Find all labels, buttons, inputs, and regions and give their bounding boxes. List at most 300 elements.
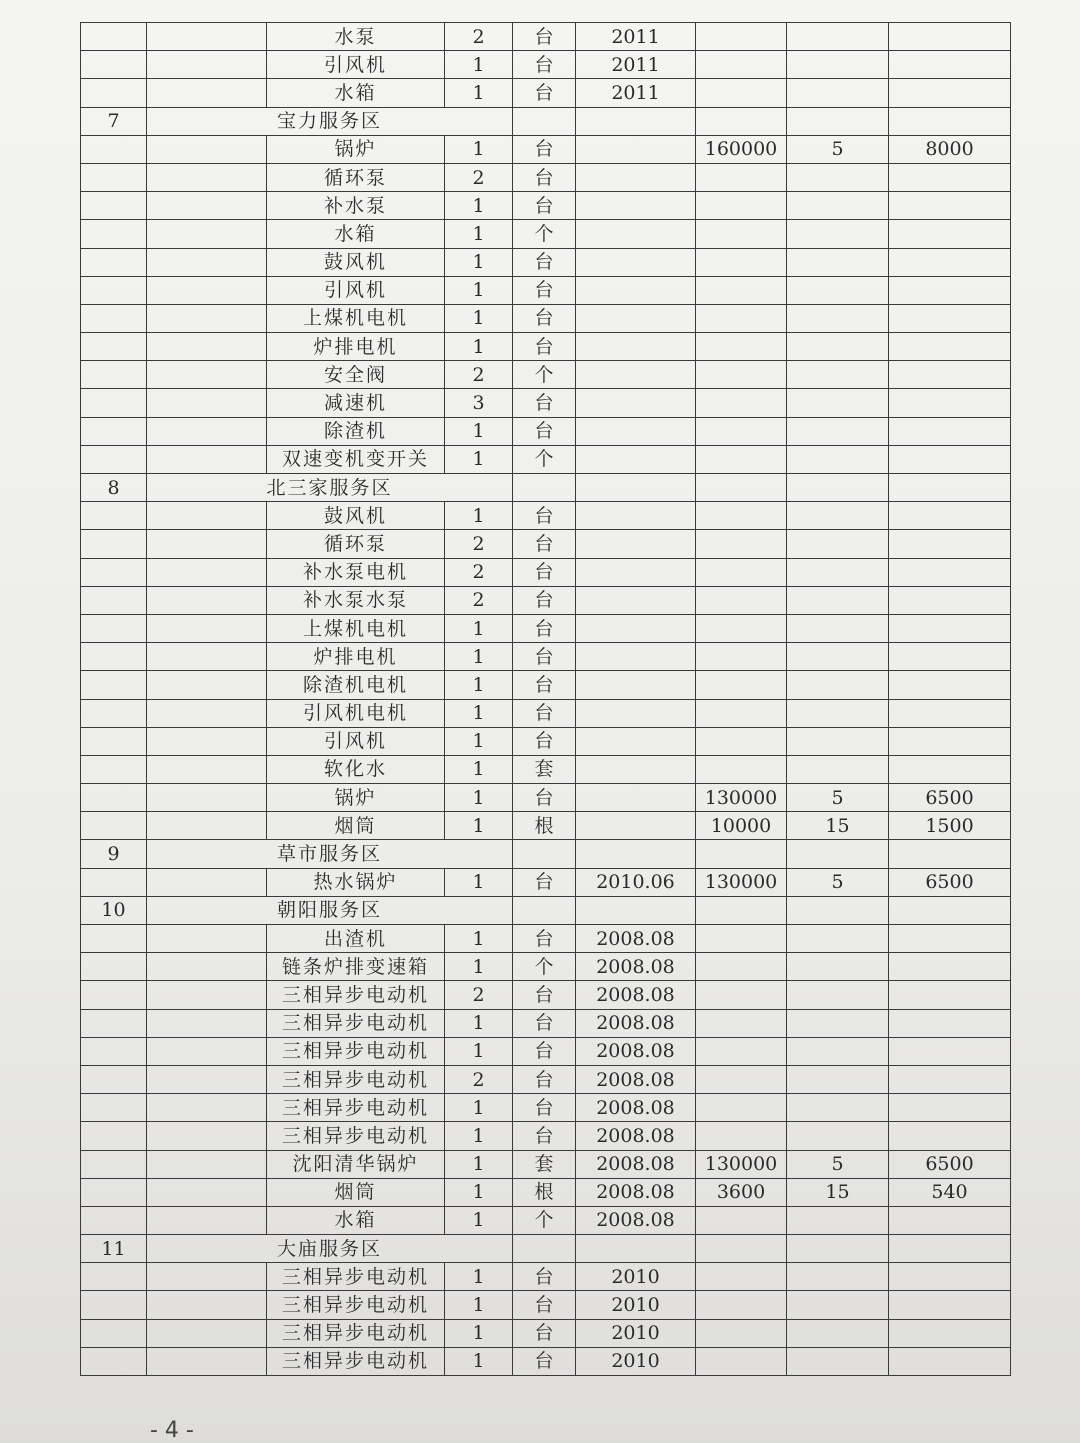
cell-unit: 台 — [513, 51, 576, 79]
cell-area — [147, 1150, 267, 1178]
table-row — [81, 389, 1011, 417]
table-row — [81, 248, 1011, 276]
cell-area — [147, 981, 267, 1009]
cell-area — [147, 925, 267, 953]
cell-date: 2008.08 — [576, 981, 696, 1009]
cell-no — [81, 784, 147, 812]
cell-area — [147, 1206, 267, 1234]
cell-area — [147, 1037, 267, 1065]
cell-v3: 8000 — [889, 135, 1011, 163]
cell-v3 — [889, 23, 1011, 51]
cell-unit: 台 — [513, 1094, 576, 1122]
cell-item: 烟筒 — [267, 812, 445, 840]
cell-v3 — [889, 192, 1011, 220]
cell-date — [576, 304, 696, 332]
cell-unit: 台 — [513, 586, 576, 614]
cell-date — [576, 192, 696, 220]
cell-qty: 1 — [445, 925, 513, 953]
cell-v1 — [696, 586, 787, 614]
cell-date — [576, 840, 696, 868]
cell-v1 — [696, 1235, 787, 1263]
table-row — [81, 953, 1011, 981]
cell-v3 — [889, 1094, 1011, 1122]
cell-no — [81, 981, 147, 1009]
cell-no — [81, 163, 147, 191]
cell-unit: 根 — [513, 812, 576, 840]
table-row — [81, 1263, 1011, 1291]
cell-v2 — [787, 1206, 889, 1234]
cell-date — [576, 107, 696, 135]
cell-v2 — [787, 1235, 889, 1263]
cell-qty: 1 — [445, 1178, 513, 1206]
cell-v2 — [787, 333, 889, 361]
cell-no — [81, 1065, 147, 1093]
cell-unit: 台 — [513, 530, 576, 558]
cell-area — [147, 361, 267, 389]
cell-item: 引风机 — [267, 51, 445, 79]
cell-v1 — [696, 1206, 787, 1234]
table-row — [81, 1319, 1011, 1347]
cell-area — [147, 1263, 267, 1291]
cell-area — [147, 1065, 267, 1093]
table-row — [81, 755, 1011, 783]
table-row — [81, 1094, 1011, 1122]
cell-qty: 1 — [445, 502, 513, 530]
cell-date: 2011 — [576, 79, 696, 107]
cell-date — [576, 502, 696, 530]
cell-v3 — [889, 614, 1011, 642]
table-row — [81, 558, 1011, 586]
cell-no — [81, 614, 147, 642]
cell-v1: 10000 — [696, 812, 787, 840]
cell-item: 除渣机 — [267, 417, 445, 445]
cell-qty: 1 — [445, 333, 513, 361]
cell-date: 2008.08 — [576, 1094, 696, 1122]
cell-v1 — [696, 1291, 787, 1319]
cell-v1 — [696, 79, 787, 107]
cell-no — [81, 248, 147, 276]
cell-v2 — [787, 276, 889, 304]
service-area-name: 朝阳服务区 — [147, 896, 513, 924]
cell-unit — [513, 1235, 576, 1263]
cell-area — [147, 614, 267, 642]
cell-v3 — [889, 361, 1011, 389]
cell-unit: 台 — [513, 333, 576, 361]
cell-v1: 130000 — [696, 1150, 787, 1178]
table-row — [81, 614, 1011, 642]
cell-qty: 1 — [445, 755, 513, 783]
cell-v1 — [696, 727, 787, 755]
cell-qty: 2 — [445, 586, 513, 614]
cell-no — [81, 727, 147, 755]
cell-v1 — [696, 699, 787, 727]
cell-no — [81, 699, 147, 727]
cell-v2 — [787, 1094, 889, 1122]
cell-v1 — [696, 502, 787, 530]
cell-v2 — [787, 502, 889, 530]
table-row — [81, 502, 1011, 530]
cell-no — [81, 1291, 147, 1319]
table-row — [81, 586, 1011, 614]
table-row — [81, 1206, 1011, 1234]
cell-v3 — [889, 304, 1011, 332]
cell-item: 热水锅炉 — [267, 868, 445, 896]
cell-qty: 1 — [445, 614, 513, 642]
section-number: 9 — [81, 840, 147, 868]
cell-qty: 1 — [445, 671, 513, 699]
section-header-row — [81, 896, 1011, 924]
cell-no — [81, 1206, 147, 1234]
cell-area — [147, 1178, 267, 1206]
cell-unit: 个 — [513, 361, 576, 389]
cell-v3 — [889, 417, 1011, 445]
cell-unit: 台 — [513, 643, 576, 671]
cell-date: 2010 — [576, 1347, 696, 1375]
cell-v2 — [787, 220, 889, 248]
cell-v1 — [696, 276, 787, 304]
cell-unit: 台 — [513, 1122, 576, 1150]
cell-area — [147, 1009, 267, 1037]
table-row — [81, 643, 1011, 671]
cell-v3 — [889, 333, 1011, 361]
cell-item: 软化水 — [267, 755, 445, 783]
cell-v2 — [787, 1291, 889, 1319]
cell-area — [147, 163, 267, 191]
cell-v1 — [696, 23, 787, 51]
cell-v2 — [787, 361, 889, 389]
cell-qty: 2 — [445, 23, 513, 51]
cell-no — [81, 1037, 147, 1065]
cell-item: 水泵 — [267, 23, 445, 51]
table-row — [81, 925, 1011, 953]
cell-v1 — [696, 896, 787, 924]
cell-v1 — [696, 417, 787, 445]
cell-date — [576, 389, 696, 417]
cell-date: 2011 — [576, 51, 696, 79]
cell-date — [576, 445, 696, 473]
cell-qty: 2 — [445, 361, 513, 389]
cell-qty: 1 — [445, 192, 513, 220]
cell-v2 — [787, 79, 889, 107]
cell-date: 2008.08 — [576, 1150, 696, 1178]
cell-item: 减速机 — [267, 389, 445, 417]
cell-unit: 个 — [513, 445, 576, 473]
table-row — [81, 1178, 1011, 1206]
cell-no — [81, 671, 147, 699]
cell-item: 三相异步电动机 — [267, 1094, 445, 1122]
cell-item: 三相异步电动机 — [267, 1009, 445, 1037]
cell-qty: 1 — [445, 1291, 513, 1319]
equipment-table-body — [81, 23, 1011, 1376]
cell-no — [81, 1347, 147, 1375]
cell-no — [81, 417, 147, 445]
cell-qty: 1 — [445, 784, 513, 812]
cell-no — [81, 1009, 147, 1037]
cell-v1 — [696, 445, 787, 473]
cell-v1: 130000 — [696, 784, 787, 812]
cell-v2 — [787, 981, 889, 1009]
cell-date: 2011 — [576, 23, 696, 51]
cell-date: 2010 — [576, 1319, 696, 1347]
cell-date: 2010 — [576, 1263, 696, 1291]
cell-v3: 6500 — [889, 1150, 1011, 1178]
cell-no — [81, 1319, 147, 1347]
cell-qty: 1 — [445, 643, 513, 671]
cell-qty: 1 — [445, 220, 513, 248]
cell-qty: 1 — [445, 868, 513, 896]
cell-area — [147, 389, 267, 417]
cell-date — [576, 333, 696, 361]
cell-item: 炉排电机 — [267, 333, 445, 361]
cell-date — [576, 699, 696, 727]
table-row — [81, 868, 1011, 896]
cell-v1 — [696, 1009, 787, 1037]
cell-v2 — [787, 586, 889, 614]
cell-v2: 15 — [787, 1178, 889, 1206]
cell-unit: 台 — [513, 1009, 576, 1037]
cell-v2 — [787, 896, 889, 924]
cell-area — [147, 671, 267, 699]
cell-no — [81, 333, 147, 361]
cell-area — [147, 248, 267, 276]
cell-area — [147, 1291, 267, 1319]
cell-date: 2008.08 — [576, 925, 696, 953]
cell-area — [147, 727, 267, 755]
cell-area — [147, 333, 267, 361]
cell-unit: 台 — [513, 23, 576, 51]
cell-v2 — [787, 474, 889, 502]
cell-area — [147, 643, 267, 671]
cell-v3 — [889, 1122, 1011, 1150]
cell-qty: 2 — [445, 558, 513, 586]
cell-item: 补水泵电机 — [267, 558, 445, 586]
cell-v3 — [889, 671, 1011, 699]
cell-v1 — [696, 981, 787, 1009]
cell-v3 — [889, 586, 1011, 614]
cell-v3 — [889, 1037, 1011, 1065]
cell-item: 除渣机电机 — [267, 671, 445, 699]
cell-date: 2008.08 — [576, 1122, 696, 1150]
cell-v1 — [696, 1319, 787, 1347]
cell-date — [576, 558, 696, 586]
cell-date — [576, 163, 696, 191]
table-row — [81, 163, 1011, 191]
cell-no — [81, 558, 147, 586]
cell-v3 — [889, 51, 1011, 79]
table-row — [81, 699, 1011, 727]
cell-v2 — [787, 107, 889, 135]
table-row — [81, 671, 1011, 699]
cell-no — [81, 192, 147, 220]
cell-item: 鼓风机 — [267, 502, 445, 530]
cell-qty: 2 — [445, 530, 513, 558]
service-area-name: 北三家服务区 — [147, 474, 513, 502]
table-row — [81, 784, 1011, 812]
cell-v2 — [787, 671, 889, 699]
cell-v1 — [696, 1263, 787, 1291]
cell-v1 — [696, 192, 787, 220]
cell-v2 — [787, 530, 889, 558]
cell-v1 — [696, 840, 787, 868]
cell-unit: 台 — [513, 417, 576, 445]
cell-unit: 个 — [513, 220, 576, 248]
cell-no — [81, 445, 147, 473]
cell-v3 — [889, 643, 1011, 671]
cell-v3: 540 — [889, 1178, 1011, 1206]
cell-unit: 台 — [513, 671, 576, 699]
cell-v1 — [696, 671, 787, 699]
cell-item: 沈阳清华锅炉 — [267, 1150, 445, 1178]
cell-item: 水箱 — [267, 79, 445, 107]
table-row — [81, 333, 1011, 361]
cell-no — [81, 586, 147, 614]
cell-unit: 台 — [513, 868, 576, 896]
cell-v1 — [696, 220, 787, 248]
cell-unit — [513, 107, 576, 135]
cell-no — [81, 304, 147, 332]
cell-item: 上煤机电机 — [267, 304, 445, 332]
cell-qty: 1 — [445, 1206, 513, 1234]
cell-v1: 160000 — [696, 135, 787, 163]
cell-v2 — [787, 248, 889, 276]
cell-v3 — [889, 953, 1011, 981]
table-row — [81, 79, 1011, 107]
cell-area — [147, 192, 267, 220]
cell-v1 — [696, 389, 787, 417]
cell-v2: 5 — [787, 868, 889, 896]
cell-v3 — [889, 248, 1011, 276]
cell-v2 — [787, 643, 889, 671]
cell-item: 三相异步电动机 — [267, 1319, 445, 1347]
cell-date — [576, 417, 696, 445]
cell-v1 — [696, 107, 787, 135]
cell-v3 — [889, 220, 1011, 248]
cell-v2 — [787, 953, 889, 981]
cell-area — [147, 699, 267, 727]
cell-v2 — [787, 163, 889, 191]
cell-unit: 台 — [513, 276, 576, 304]
table-row — [81, 530, 1011, 558]
cell-v1 — [696, 614, 787, 642]
cell-no — [81, 79, 147, 107]
service-area-name: 大庙服务区 — [147, 1235, 513, 1263]
cell-unit: 个 — [513, 953, 576, 981]
cell-item: 补水泵 — [267, 192, 445, 220]
cell-area — [147, 51, 267, 79]
cell-item: 引风机 — [267, 276, 445, 304]
table-row — [81, 445, 1011, 473]
cell-area — [147, 1319, 267, 1347]
cell-v3 — [889, 896, 1011, 924]
cell-v3 — [889, 276, 1011, 304]
cell-item: 补水泵水泵 — [267, 586, 445, 614]
cell-area — [147, 23, 267, 51]
cell-area — [147, 868, 267, 896]
cell-date — [576, 220, 696, 248]
table-row — [81, 1347, 1011, 1375]
cell-area — [147, 1122, 267, 1150]
table-row — [81, 135, 1011, 163]
cell-item: 水箱 — [267, 220, 445, 248]
cell-item: 锅炉 — [267, 135, 445, 163]
cell-v1 — [696, 755, 787, 783]
cell-v2 — [787, 23, 889, 51]
cell-v2 — [787, 1065, 889, 1093]
cell-date — [576, 643, 696, 671]
cell-unit — [513, 840, 576, 868]
cell-unit: 套 — [513, 755, 576, 783]
cell-v1 — [696, 1347, 787, 1375]
section-header-row — [81, 107, 1011, 135]
cell-qty: 1 — [445, 1347, 513, 1375]
cell-date — [576, 614, 696, 642]
table-row — [81, 192, 1011, 220]
cell-qty: 1 — [445, 304, 513, 332]
cell-qty: 2 — [445, 981, 513, 1009]
cell-area — [147, 1094, 267, 1122]
cell-v1 — [696, 333, 787, 361]
cell-date — [576, 135, 696, 163]
cell-v3 — [889, 107, 1011, 135]
cell-date: 2010 — [576, 1291, 696, 1319]
cell-area — [147, 304, 267, 332]
cell-qty: 1 — [445, 135, 513, 163]
cell-qty: 1 — [445, 812, 513, 840]
cell-v2: 5 — [787, 135, 889, 163]
cell-v1: 3600 — [696, 1178, 787, 1206]
table-row — [81, 1291, 1011, 1319]
cell-qty: 1 — [445, 1094, 513, 1122]
cell-unit — [513, 474, 576, 502]
cell-area — [147, 586, 267, 614]
cell-v2 — [787, 840, 889, 868]
cell-area — [147, 276, 267, 304]
cell-v3 — [889, 1009, 1011, 1037]
cell-no — [81, 389, 147, 417]
cell-unit: 台 — [513, 163, 576, 191]
cell-v1 — [696, 1122, 787, 1150]
cell-date: 2008.08 — [576, 1037, 696, 1065]
cell-date: 2010.06 — [576, 868, 696, 896]
cell-v3 — [889, 1065, 1011, 1093]
cell-item: 安全阀 — [267, 361, 445, 389]
cell-v2 — [787, 727, 889, 755]
cell-date — [576, 1235, 696, 1263]
cell-unit: 台 — [513, 135, 576, 163]
cell-qty: 1 — [445, 1009, 513, 1037]
cell-v1 — [696, 643, 787, 671]
cell-v3 — [889, 1235, 1011, 1263]
cell-qty: 1 — [445, 1263, 513, 1291]
section-header-row — [81, 1235, 1011, 1263]
table-row — [81, 1037, 1011, 1065]
table-row — [81, 417, 1011, 445]
cell-v1 — [696, 163, 787, 191]
cell-v3 — [889, 1263, 1011, 1291]
cell-unit: 台 — [513, 304, 576, 332]
cell-date: 2008.08 — [576, 1178, 696, 1206]
cell-item: 三相异步电动机 — [267, 1291, 445, 1319]
cell-qty: 1 — [445, 727, 513, 755]
cell-date — [576, 248, 696, 276]
cell-v3 — [889, 163, 1011, 191]
cell-v2 — [787, 192, 889, 220]
cell-no — [81, 276, 147, 304]
cell-qty: 3 — [445, 389, 513, 417]
cell-no — [81, 220, 147, 248]
cell-item: 三相异步电动机 — [267, 1347, 445, 1375]
cell-v1 — [696, 361, 787, 389]
